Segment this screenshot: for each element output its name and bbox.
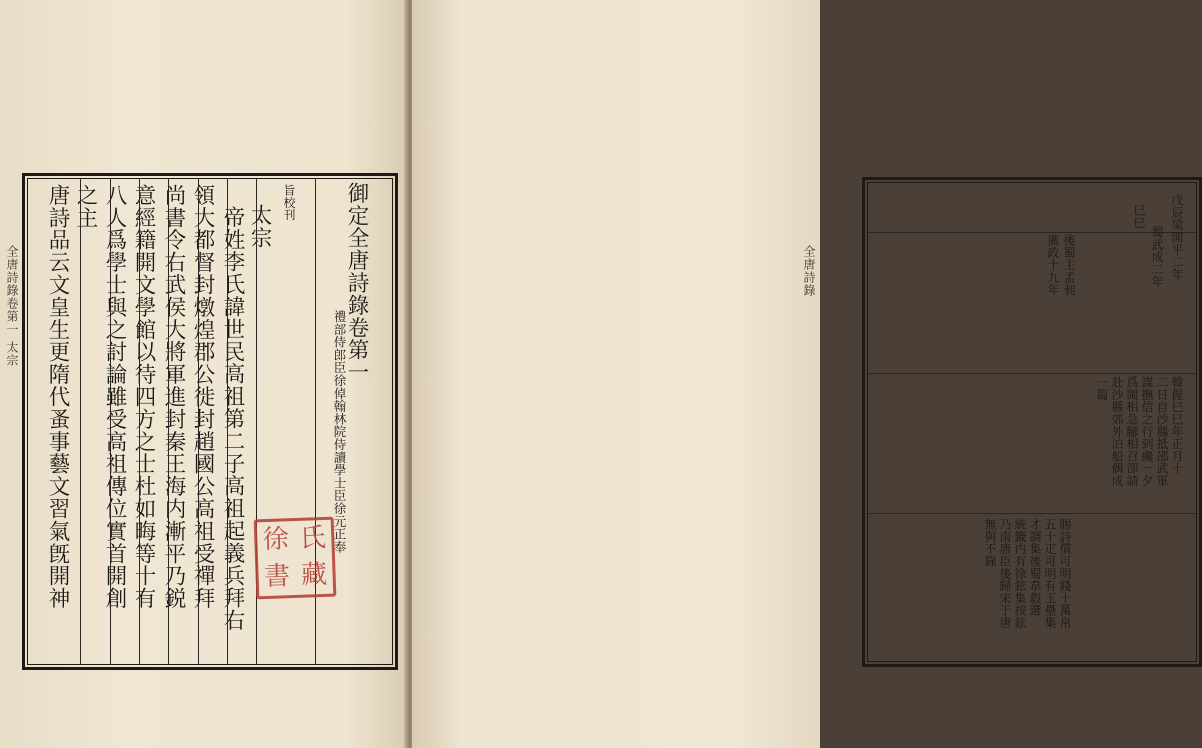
note-para1-col2: 二日自沙縣抵邵武軍 [1155,376,1169,487]
fore-edge-text-right: 全唐詩錄 [802,245,816,297]
note-para2-col3: 才調集後蜀韋縠選 [1028,518,1042,617]
note-para1-col1: 韓偓巳巳年正月十 [1170,376,1184,475]
note-para1-col3: 謀撫信之行到纔一夕 [1140,376,1154,487]
text-column-7: 唐詩品云文皇生更隋代蚤事藝文習氣旣開神 [45,184,70,610]
text-column-4: 意經籍開文學館以待四方之士杜如晦等十有 [131,184,156,610]
note-year-1b: 蜀武成二年 [1150,226,1164,288]
note-year-1: 戊辰梁開平二年 [1170,194,1184,281]
note-year-2: 巳巳 [1132,204,1146,229]
note-para1-col5: 赴沙縣郊外泊船偶成 [1110,376,1124,487]
text-column-1: 帝姓李氏諱世民高祖第二子高祖起義兵拜右 [220,206,245,632]
author-line: 禮部侍郎臣徐倬翰林院侍讀學士臣徐元正奉 [332,310,347,554]
note-para2-col1: 賜詩償可明錢十萬帛 [1058,518,1072,629]
left-text-frame [22,173,398,670]
note-year-3a: 後蜀主孟昶 [1062,234,1076,296]
note-para1-col6: 一篇 [1095,376,1109,401]
author-line-continued: 旨校刊 [282,184,296,221]
note-para2-col2: 五十疋可明有玉壘集 [1043,518,1057,629]
note-para2-col5: 乃南唐臣後歸宋于唐 [998,518,1012,629]
text-column-2: 領大都督封燉煌郡公徙封趙國公高祖受禪拜 [190,184,215,610]
text-column-5: 八人爲學士與之討論雖受高祖傳位實首開創 [102,184,127,610]
note-para1-col4: 爲閩相急腳相召卻請 [1125,376,1139,487]
right-text-frame [862,177,1202,667]
text-column-3: 尚書令右武侯大將軍進封秦王海内漸平乃鋭 [161,184,186,610]
collector-seal: 徐 氏 書 藏 [254,517,337,600]
section-heading: 太宗 [247,204,272,249]
text-column-6: 之主 [73,184,98,229]
note-para2-col6: 無與不錄 [983,518,997,568]
volume-title: 御定全唐詩錄卷第一 [344,182,369,384]
left-page [0,0,408,748]
note-para2-col4: 統籤内有徐鉉集按鉉 [1013,518,1027,629]
note-year-3b: 廣政十九年 [1046,234,1060,296]
fore-edge-text: 全唐詩錄卷第一 太宗 [5,245,19,367]
right-page [412,0,1184,748]
